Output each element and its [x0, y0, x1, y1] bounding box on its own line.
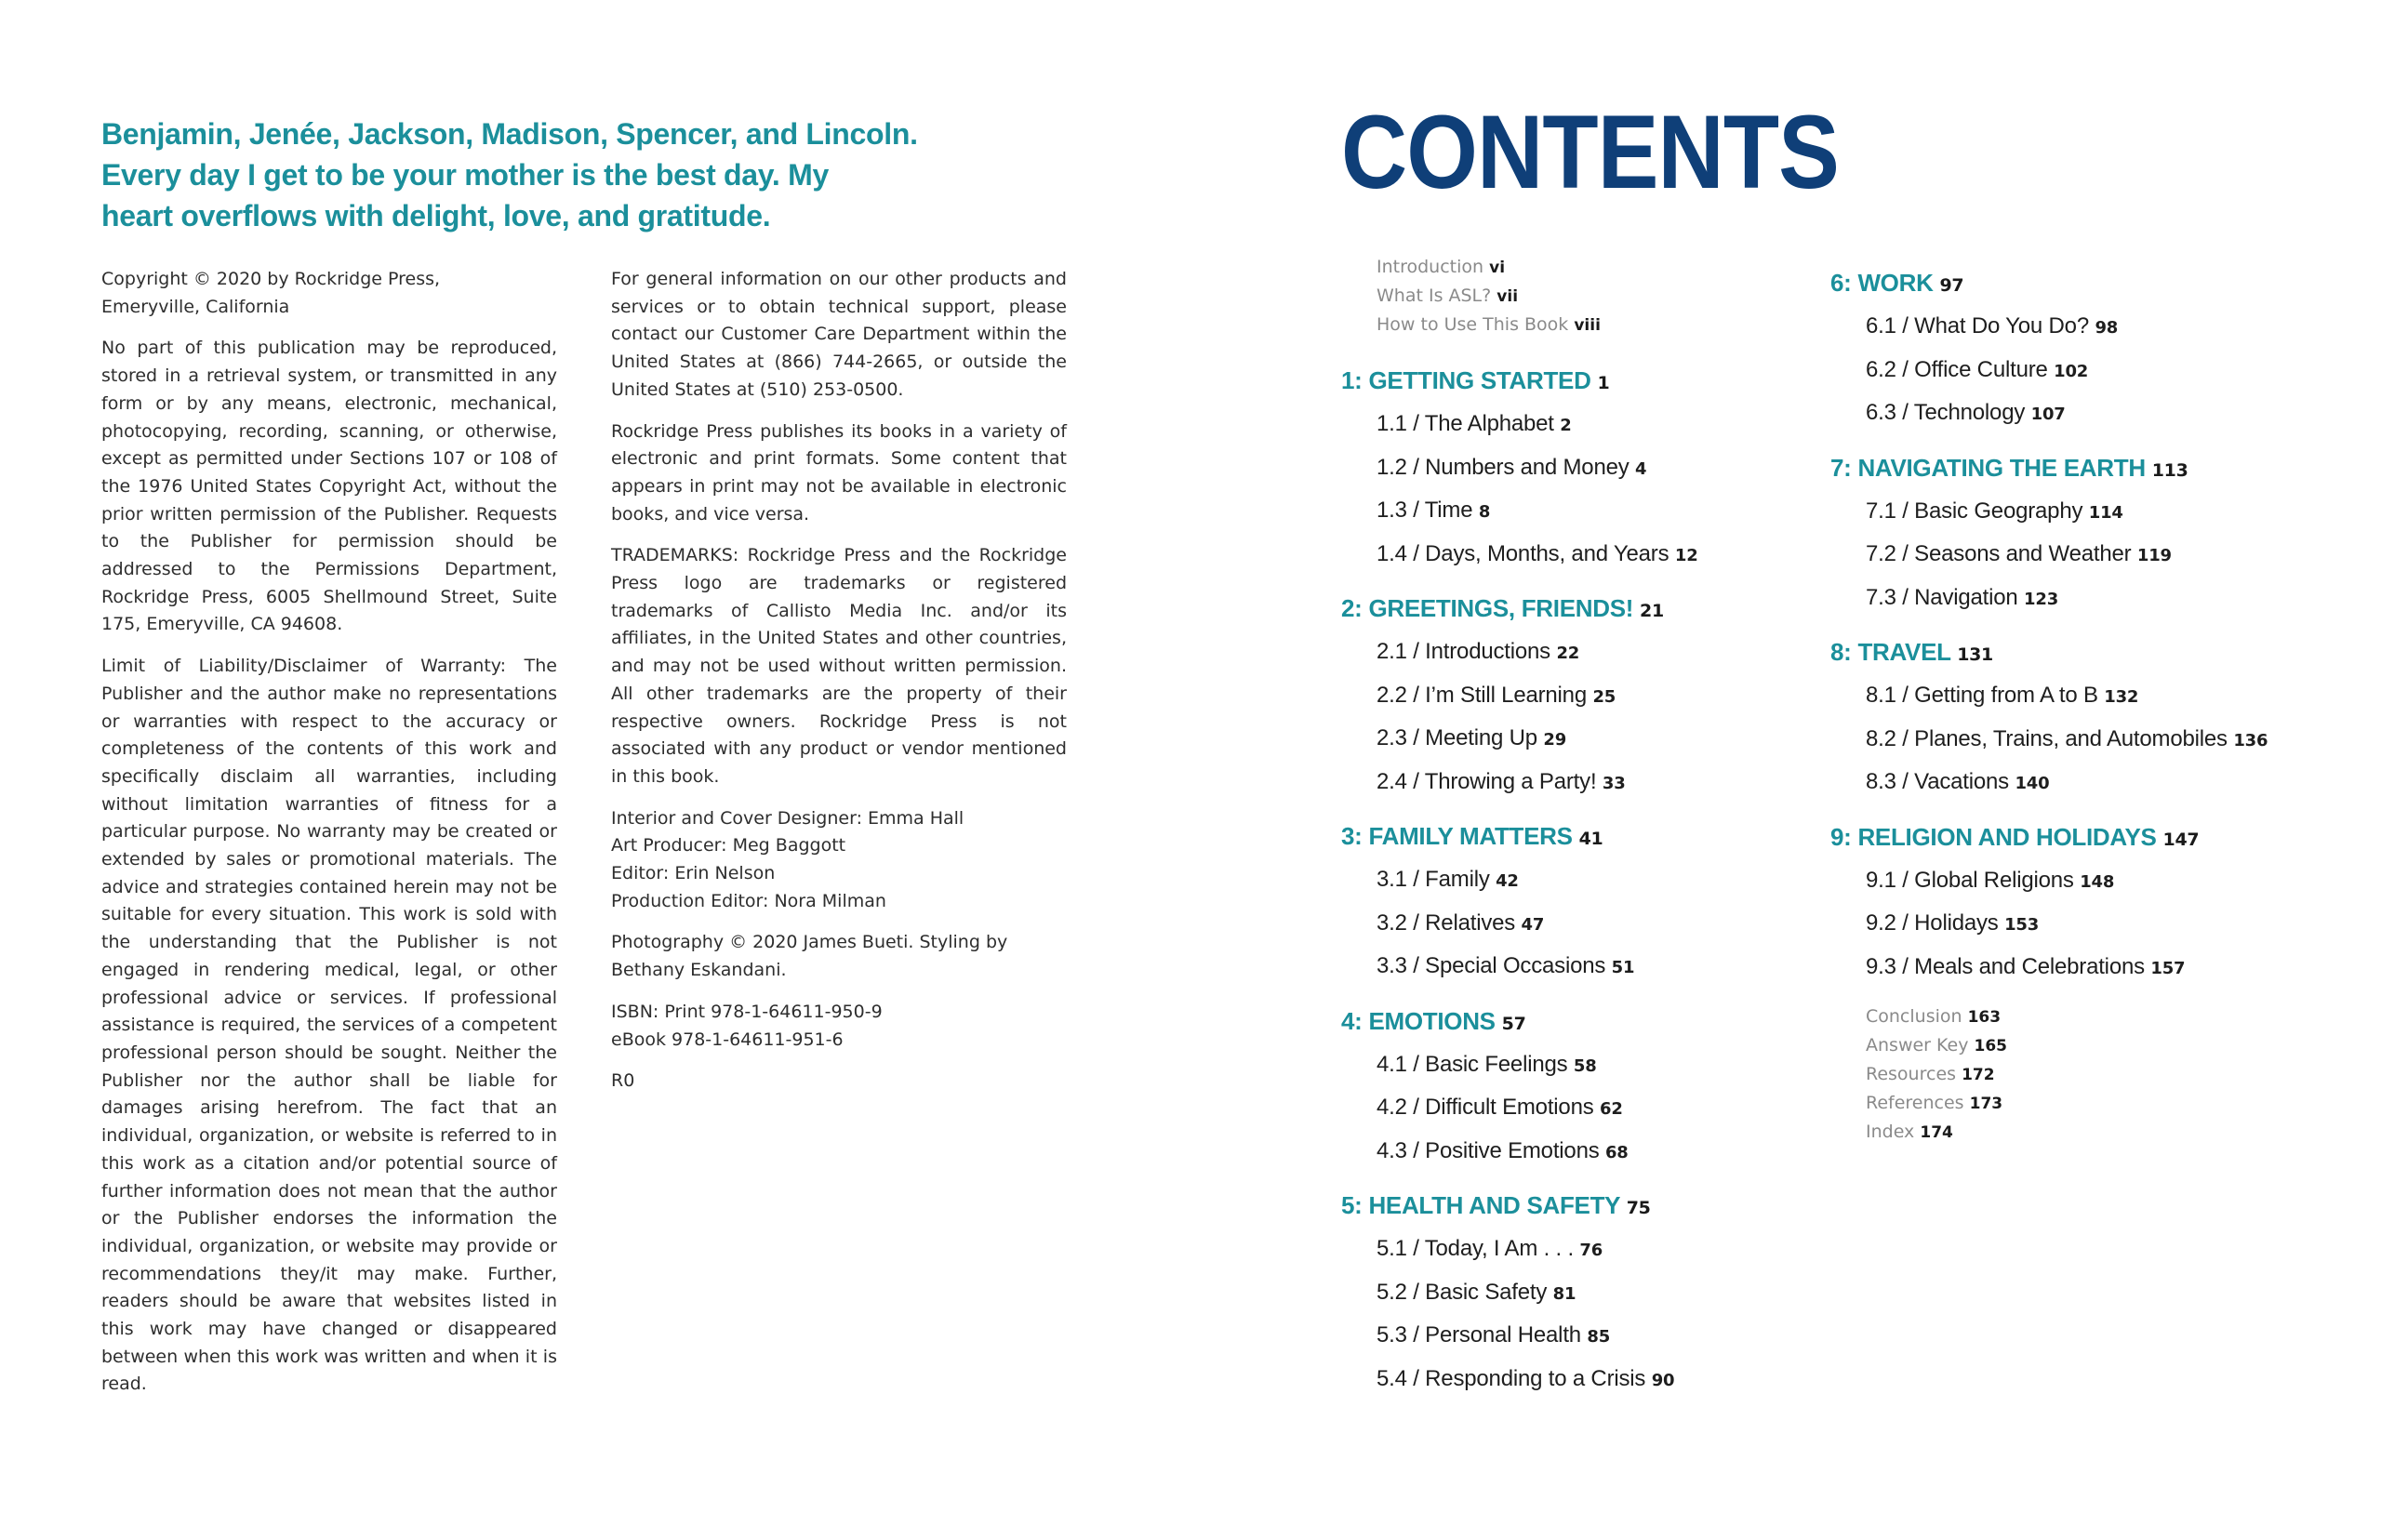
- section-item[interactable]: [1341, 534, 1698, 578]
- toc-entry-label: 8.2 / Planes, Trains, and Automobiles: [1866, 725, 2228, 751]
- dedication-line: Every day I get to be your mother is the best day. My: [101, 158, 829, 192]
- toc-entry-label: 7.1 / Basic Geography: [1866, 498, 2083, 524]
- toc-page-number: 107: [2030, 405, 2066, 424]
- section-item[interactable]: [1341, 404, 1698, 447]
- back-matter-item[interactable]: [1830, 1060, 2268, 1089]
- section-item[interactable]: [1341, 1087, 1698, 1131]
- toc-page-number: 42: [1496, 871, 1519, 891]
- toc-page-number: 148: [2080, 871, 2115, 892]
- toc-entry-label: 7.3 / Navigation: [1866, 584, 2018, 610]
- toc-entry-label: Answer Key: [1866, 1035, 1969, 1055]
- chapter-page-number: 97: [1939, 275, 1964, 296]
- toc-column-right: [1830, 262, 2268, 1147]
- toc-entry-label: What Is ASL?: [1377, 285, 1492, 306]
- toc-page-number: 33: [1602, 773, 1626, 793]
- toc-page-number: 8: [1478, 502, 1491, 522]
- chapter-title: 9: RELIGION AND HOLIDAYS: [1830, 822, 2157, 851]
- section-item[interactable]: [1830, 534, 2268, 578]
- toc-entry-label: 1.4 / Days, Months, and Years: [1377, 540, 1669, 566]
- section-item[interactable]: [1341, 1315, 1698, 1359]
- chapter-page-number: 41: [1578, 829, 1603, 849]
- front-matter-list: [1341, 253, 1698, 339]
- toc-page-number: 12: [1674, 545, 1698, 565]
- section-item[interactable]: [1341, 1131, 1698, 1175]
- section-item[interactable]: [1830, 903, 2268, 947]
- toc-entry-label: 5.1 / Today, I Am . . .: [1377, 1236, 1574, 1261]
- chapter-list-left: [1341, 360, 1698, 1401]
- section-item[interactable]: [1830, 947, 2268, 990]
- toc-entry-label: 4.3 / Positive Emotions: [1377, 1137, 1600, 1163]
- chapter-heading[interactable]: [1830, 631, 2268, 675]
- credit-line: Production Editor: Nora Milman: [611, 890, 886, 911]
- legal-column-left: [101, 266, 557, 1413]
- toc-page-number: vi: [1489, 259, 1506, 277]
- copyright-page: [0, 0, 1190, 1540]
- section-item[interactable]: [1341, 762, 1698, 805]
- chapter-page-number: 113: [2151, 459, 2188, 481]
- chapter-page-number: 1: [1597, 373, 1610, 393]
- chapter-title: 2: GREETINGS, FRIENDS!: [1341, 594, 1634, 622]
- toc-entry-label: How to Use This Book: [1377, 314, 1569, 335]
- copyright-line: Emeryville, California: [101, 296, 290, 317]
- photography-credit: [611, 929, 1067, 984]
- toc-page-number: 119: [2136, 546, 2172, 565]
- section-item[interactable]: [1341, 859, 1698, 903]
- toc-page-number: 136: [2233, 730, 2268, 750]
- credit-line: Editor: Erin Nelson: [611, 863, 776, 884]
- toc-entry-label: 9.1 / Global Religions: [1866, 867, 2074, 893]
- toc-entry-label: 9.2 / Holidays: [1866, 910, 1999, 936]
- toc-page-number: 25: [1592, 686, 1616, 707]
- section-item[interactable]: [1341, 675, 1698, 719]
- section-item[interactable]: [1830, 306, 2268, 350]
- toc-page-number: 47: [1521, 914, 1545, 935]
- toc-page-number: 174: [1920, 1123, 1953, 1142]
- section-item[interactable]: [1341, 1272, 1698, 1316]
- section-item[interactable]: [1341, 718, 1698, 762]
- section-item[interactable]: [1830, 578, 2268, 621]
- toc-column-left: [1341, 253, 1698, 1413]
- credits: [611, 805, 1067, 916]
- chapter-block: [1830, 816, 2268, 990]
- toc-page-number: 2: [1560, 416, 1572, 435]
- chapter-page-number: 75: [1626, 1198, 1651, 1218]
- formats-notice: Rockridge Press publishes its books in a variety of electronic and print formats. Some content that appears in print may not be available in electronic books, and vice versa.: [611, 420, 1067, 524]
- section-item[interactable]: [1830, 762, 2268, 805]
- toc-page-number: 114: [2088, 502, 2123, 523]
- section-item[interactable]: [1341, 946, 1698, 989]
- back-matter-item[interactable]: [1830, 1002, 2268, 1031]
- photography-line: Bethany Eskandani.: [611, 960, 787, 981]
- toc-page-number: 22: [1556, 644, 1580, 663]
- toc-page-number: vii: [1496, 287, 1519, 306]
- toc-page-number: 51: [1611, 958, 1635, 977]
- section-item[interactable]: [1830, 350, 2268, 393]
- isbn-line: ISBN: Print 978-1-64611-950-9: [611, 1001, 883, 1022]
- front-matter-item[interactable]: [1341, 253, 1698, 282]
- chapter-heading[interactable]: [1341, 1001, 1698, 1044]
- toc-page-number: 123: [2024, 589, 2059, 609]
- credit-line: Interior and Cover Designer: Emma Hall: [611, 807, 964, 829]
- toc-entry-label: 6.1 / What Do You Do?: [1866, 313, 2089, 339]
- toc-entry-label: 3.2 / Relatives: [1377, 909, 1516, 936]
- chapter-block: [1341, 588, 1698, 804]
- section-item[interactable]: [1341, 903, 1698, 947]
- chapter-heading[interactable]: [1341, 816, 1698, 859]
- chapter-heading[interactable]: [1341, 1185, 1698, 1228]
- chapter-title: 3: FAMILY MATTERS: [1341, 822, 1573, 850]
- chapter-title: 4: EMOTIONS: [1341, 1006, 1496, 1035]
- toc-entry-label: 2.4 / Throwing a Party!: [1377, 768, 1597, 794]
- back-matter-list: [1830, 1002, 2268, 1147]
- section-item[interactable]: [1341, 1359, 1698, 1402]
- general-info-notice: For general information on our other products and services or to obtain technical support, please contact our Customer Care Department within the United States at (866) 744-2665, or outside the United States at (510) 253-0500.: [611, 269, 1067, 400]
- chapter-heading[interactable]: [1341, 588, 1698, 631]
- toc-page-number: 140: [2015, 774, 2050, 793]
- chapter-title: 5: HEALTH AND SAFETY: [1341, 1191, 1620, 1219]
- toc-page-number: 90: [1651, 1370, 1675, 1390]
- toc-entry-label: 6.2 / Office Culture: [1866, 356, 2048, 382]
- toc-entry-label: 5.3 / Personal Health: [1377, 1322, 1581, 1348]
- chapter-block: [1830, 447, 2268, 621]
- dedication-line: Benjamin, Jenée, Jackson, Madison, Spencer, and Lincoln.: [101, 117, 918, 151]
- chapter-list-right: [1830, 262, 2268, 989]
- toc-entry-label: 5.2 / Basic Safety: [1377, 1279, 1548, 1305]
- isbn-line: eBook 978-1-64611-951-6: [611, 1029, 844, 1050]
- chapter-block: [1830, 631, 2268, 805]
- section-item[interactable]: [1830, 491, 2268, 535]
- back-matter-item[interactable]: [1830, 1118, 2268, 1147]
- back-matter-item[interactable]: [1830, 1031, 2268, 1060]
- toc-entry-label: 6.3 / Technology: [1866, 400, 2026, 425]
- chapter-block: [1341, 360, 1698, 577]
- section-item[interactable]: [1830, 719, 2268, 763]
- toc-entry-label: 1.3 / Time: [1377, 498, 1473, 523]
- chapter-block: [1341, 1001, 1698, 1175]
- chapter-heading[interactable]: [1830, 816, 2268, 860]
- dedication: [101, 113, 918, 236]
- chapter-page-number: 131: [1957, 644, 1993, 665]
- contents-title: CONTENTS: [1341, 94, 1840, 210]
- toc-entry-label: 5.4 / Responding to a Crisis: [1377, 1365, 1646, 1391]
- copyright-notice: [101, 266, 557, 321]
- toc-page-number: 102: [2054, 361, 2089, 381]
- toc-page-number: 132: [2104, 687, 2139, 707]
- isbn: [611, 999, 1067, 1054]
- toc-page-number: 85: [1587, 1327, 1611, 1347]
- toc-page-number: 29: [1543, 730, 1567, 750]
- toc-entry-label: 1.2 / Numbers and Money: [1377, 454, 1629, 480]
- chapter-page-number: 147: [2162, 829, 2200, 850]
- toc-page-number: 172: [1962, 1066, 1995, 1084]
- toc-entry-label: Index: [1866, 1122, 1915, 1142]
- chapter-heading[interactable]: [1830, 262, 2268, 306]
- photography-line: Photography © 2020 James Bueti. Styling by: [611, 932, 1008, 953]
- toc-entry-label: 8.1 / Getting from A to B: [1866, 683, 2098, 708]
- section-item[interactable]: [1341, 1044, 1698, 1088]
- toc-entry-label: Introduction: [1377, 257, 1484, 277]
- section-item[interactable]: [1830, 392, 2268, 436]
- toc-page-number: 163: [1967, 1008, 2002, 1027]
- reproduction-notice: No part of this publication may be reproduced, stored in a retrieval system, or transmitted in any form or by any means, electronic, mechanical, photocopying, recording, scanning, or otherwise, except as permitted under Sections 107 or 108 of the 1976 United States Copyright Act, without the prior written permission of the Publisher. Requests to the Publisher for permission should be addressed to the Permissions Department, Rockridge Press, 6005 Shellmound Street, Suite 175, Emeryville, CA 94608.: [101, 338, 557, 635]
- print-code: R0: [611, 1070, 635, 1092]
- toc-entry-label: 1.1 / The Alphabet: [1377, 411, 1554, 436]
- toc-page-number: 76: [1579, 1241, 1603, 1260]
- chapter-page-number: 21: [1640, 601, 1664, 621]
- toc-page-number: 58: [1573, 1055, 1597, 1076]
- front-matter-item[interactable]: [1341, 282, 1698, 311]
- section-item[interactable]: [1341, 447, 1698, 491]
- chapter-page-number: 57: [1501, 1013, 1526, 1034]
- toc-page-number: 165: [1974, 1037, 2008, 1055]
- section-item[interactable]: [1341, 1228, 1698, 1272]
- toc-entry-label: 2.2 / I’m Still Learning: [1377, 682, 1587, 708]
- section-item[interactable]: [1830, 860, 2268, 904]
- toc-page-number: viii: [1574, 316, 1601, 335]
- chapter-block: [1830, 262, 2268, 436]
- toc-page-number: 98: [2095, 318, 2119, 338]
- toc-entry-label: 9.3 / Meals and Celebrations: [1866, 953, 2145, 979]
- toc-page-number: 157: [2150, 958, 2186, 978]
- chapter-block: [1341, 816, 1698, 989]
- toc-page-number: 153: [2004, 915, 2040, 935]
- chapter-block: [1341, 1185, 1698, 1401]
- toc-page-number: 81: [1552, 1283, 1576, 1304]
- section-item[interactable]: [1341, 631, 1698, 675]
- toc-entry-label: Resources: [1866, 1064, 1957, 1084]
- toc-entry-label: 7.2 / Seasons and Weather: [1866, 541, 2132, 566]
- back-matter-item[interactable]: [1830, 1089, 2268, 1118]
- legal-column-right: [611, 266, 1067, 1109]
- front-matter-item[interactable]: [1341, 311, 1698, 339]
- toc-entry-label: 4.1 / Basic Feelings: [1377, 1051, 1568, 1077]
- toc-page-number: 68: [1604, 1142, 1629, 1162]
- chapter-heading[interactable]: [1341, 360, 1698, 404]
- chapter-title: 7: NAVIGATING THE EARTH: [1830, 453, 2146, 482]
- chapter-title: 8: TRAVEL: [1830, 638, 1951, 666]
- chapter-heading[interactable]: [1830, 447, 2268, 491]
- credit-line: Art Producer: Meg Baggott: [611, 835, 846, 856]
- chapter-title: 1: GETTING STARTED: [1341, 366, 1591, 394]
- trademarks-notice: TRADEMARKS: Rockridge Press and the Rockridge Press logo are trademarks or registered trademarks of Callisto Media Inc. and/or its affiliates, in the United States and other countries, and may not be used without written permission. All other trademarks are the property of their respective owners. Rockridge Press is not associated with any product or vendor mentioned in this book.: [611, 545, 1067, 787]
- toc-page-number: 173: [1969, 1095, 2003, 1113]
- toc-entry-label: 8.3 / Vacations: [1866, 769, 2009, 794]
- toc-page-number: 4: [1635, 458, 1647, 479]
- section-item[interactable]: [1341, 490, 1698, 534]
- toc-entry-label: 2.3 / Meeting Up: [1377, 725, 1537, 750]
- toc-entry-label: 3.3 / Special Occasions: [1377, 953, 1606, 978]
- toc-entry-label: 4.2 / Difficult Emotions: [1377, 1095, 1594, 1120]
- toc-entry-label: 3.1 / Family: [1377, 867, 1490, 892]
- dedication-line: heart overflows with delight, love, and gratitude.: [101, 199, 771, 232]
- toc-entry-label: Conclusion: [1866, 1006, 1962, 1027]
- toc-entry-label: 2.1 / Introductions: [1377, 639, 1550, 664]
- chapter-title: 6: WORK: [1830, 269, 1934, 297]
- toc-page-number: 62: [1600, 1099, 1623, 1119]
- liability-disclaimer: Limit of Liability/Disclaimer of Warranty: The Publisher and the author make no representations or warranties with respect to the accuracy or completeness of the contents of this work and specifically disclaim all warranties, including without limitation warranties of fitness for a particular purpose. No warranty may be created or extended by sales or promotional materials. The advice and strategies contained herein may not be suitable for every situation. This work is sold with the understanding that the Publisher is not engaged in rendering medical, legal, or other professional advice or services. If professional assistance is required, the services of a competent professional person should be sought. Neither the Publisher nor the author shall be liable for damages arising herefrom. The fact that an individual, organization, or website is referred to in this work as a citation and/or potential source of further information does not mean that the author or the Publisher endorses the information the individual, organization, or website may provide or recommendations they/it may make. Further, readers should be aware that websites listed in this work may have changed or disappeared between when this work was written and when it is read.: [101, 656, 557, 1395]
- copyright-line: Copyright © 2020 by Rockridge Press,: [101, 269, 441, 289]
- section-item[interactable]: [1830, 675, 2268, 719]
- toc-entry-label: References: [1866, 1093, 1964, 1113]
